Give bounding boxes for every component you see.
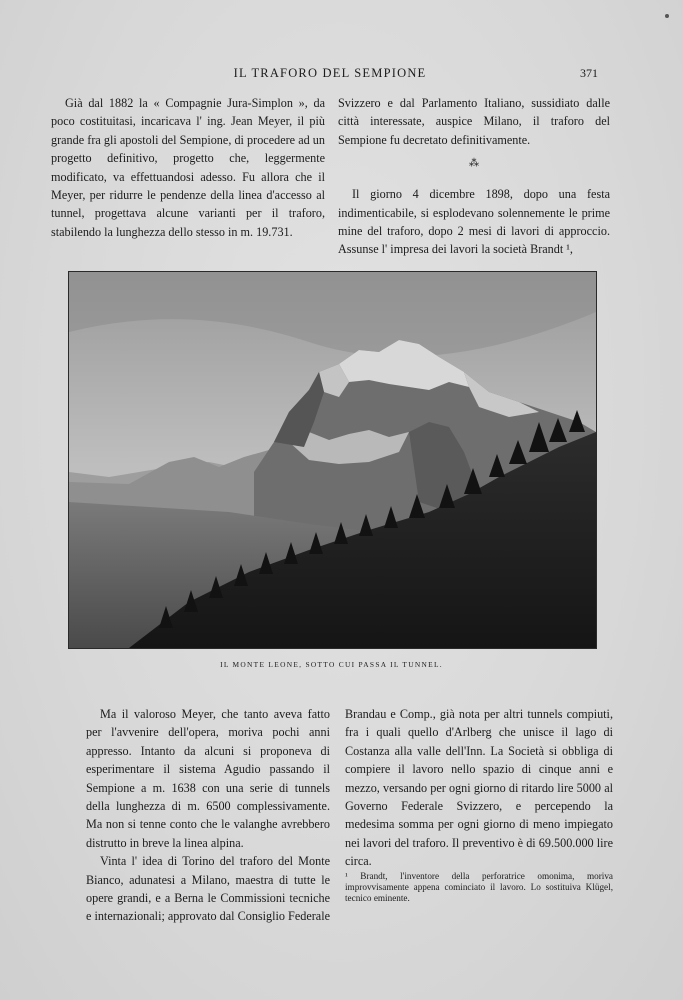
running-title: IL TRAFORO DEL SEMPIONE (233, 66, 427, 80)
text-column-bottom-left (86, 705, 330, 926)
paragraph-decree: Svizzero e dal Parlamento Italiano, sussidiato dalle città interessate, auspice Milano, il traforo del Sempione fu decretato definitivamente. (338, 96, 610, 147)
monte-leone-illustration (69, 272, 596, 648)
paragraph-first-mines: Il giorno 4 dicembre 1898, dopo una festa indimenticabile, si esplodevano solennemente le prime mine del traforo, dopo 2 mesi di lavori di approccio. Assunse l' impresa dei lavori la società Brandt ¹, (338, 187, 610, 257)
page-number: 371 (580, 66, 598, 80)
asterism-glyph: ⁂ (469, 158, 479, 170)
section-divider (338, 149, 610, 185)
footnote-brandt: ¹ Brandt, l'inventore della perforatrice omonima, moriva improvvisamente appena cominciato il lavoro. Lo sostituiva Klügel, tecnico eminente. (345, 870, 613, 903)
text-column-top-left (51, 94, 325, 241)
paragraph-commissions: Vinta l' idea di Torino del traforo del Monte Bianco, adunatesi a Milano, maestra di tutte le opere grandi, e a Berna le Commissioni tecniche e internazionali; approvato dal Consiglio Federale (86, 854, 331, 924)
text-column-bottom-right (345, 705, 613, 904)
paper-speck (665, 14, 669, 18)
paragraph-contract: Brandau e Comp., già nota per altri tunnels compiuti, fra i quali quello d'Arlberg che unisce il lago di Costanza alla valle dell'Inn. La Società si obbliga di compiere il lavoro nello spazio di cinque anni e mezzo, versando per ogni giorno di ritardo lire 5000 al Governo Federale Svizzero, e percependo la medesima somma per ogni giorno di meno impiegato nei lavori del traforo. Il preventivo è di 69.500.000 lire circa. (345, 707, 613, 869)
paragraph-meyer-death: Ma il valoroso Meyer, che tanto aveva fatto per l'avvenire dell'opera, moriva pochi anni appresso. Intanto da alcuni si proponeva di esperimentare il sistema Agudio passando il Sempione a m. 1638 con una serie di tunnels della lunghezza di m. 6500 complessivamente. Ma non si tenne conto che le valanghe avrebbero distrutto in breve la linea alpina. (86, 707, 330, 850)
text-column-top-right (338, 94, 610, 259)
figure-caption: IL MONTE LEONE, SOTTO CUI PASSA IL TUNNEL. (220, 660, 443, 669)
mountain-photograph (68, 271, 597, 649)
paragraph-meyer-project: Già dal 1882 la « Compagnie Jura-Simplon », da poco costituitasi, incaricava l' ing. Jean Meyer, il più grande fra gli apostoli del Sempione, di procedere ad un progetto definitivo, progetto che, leggermente modificato, va effettuandosi adesso. Fu allora che il Meyer, per ridurre le pendenze della linea d'accesso al tunnel, progettava alcune varianti per il traforo, stabilendo la lunghezza dello stesso in m. 19.731. (51, 96, 325, 239)
